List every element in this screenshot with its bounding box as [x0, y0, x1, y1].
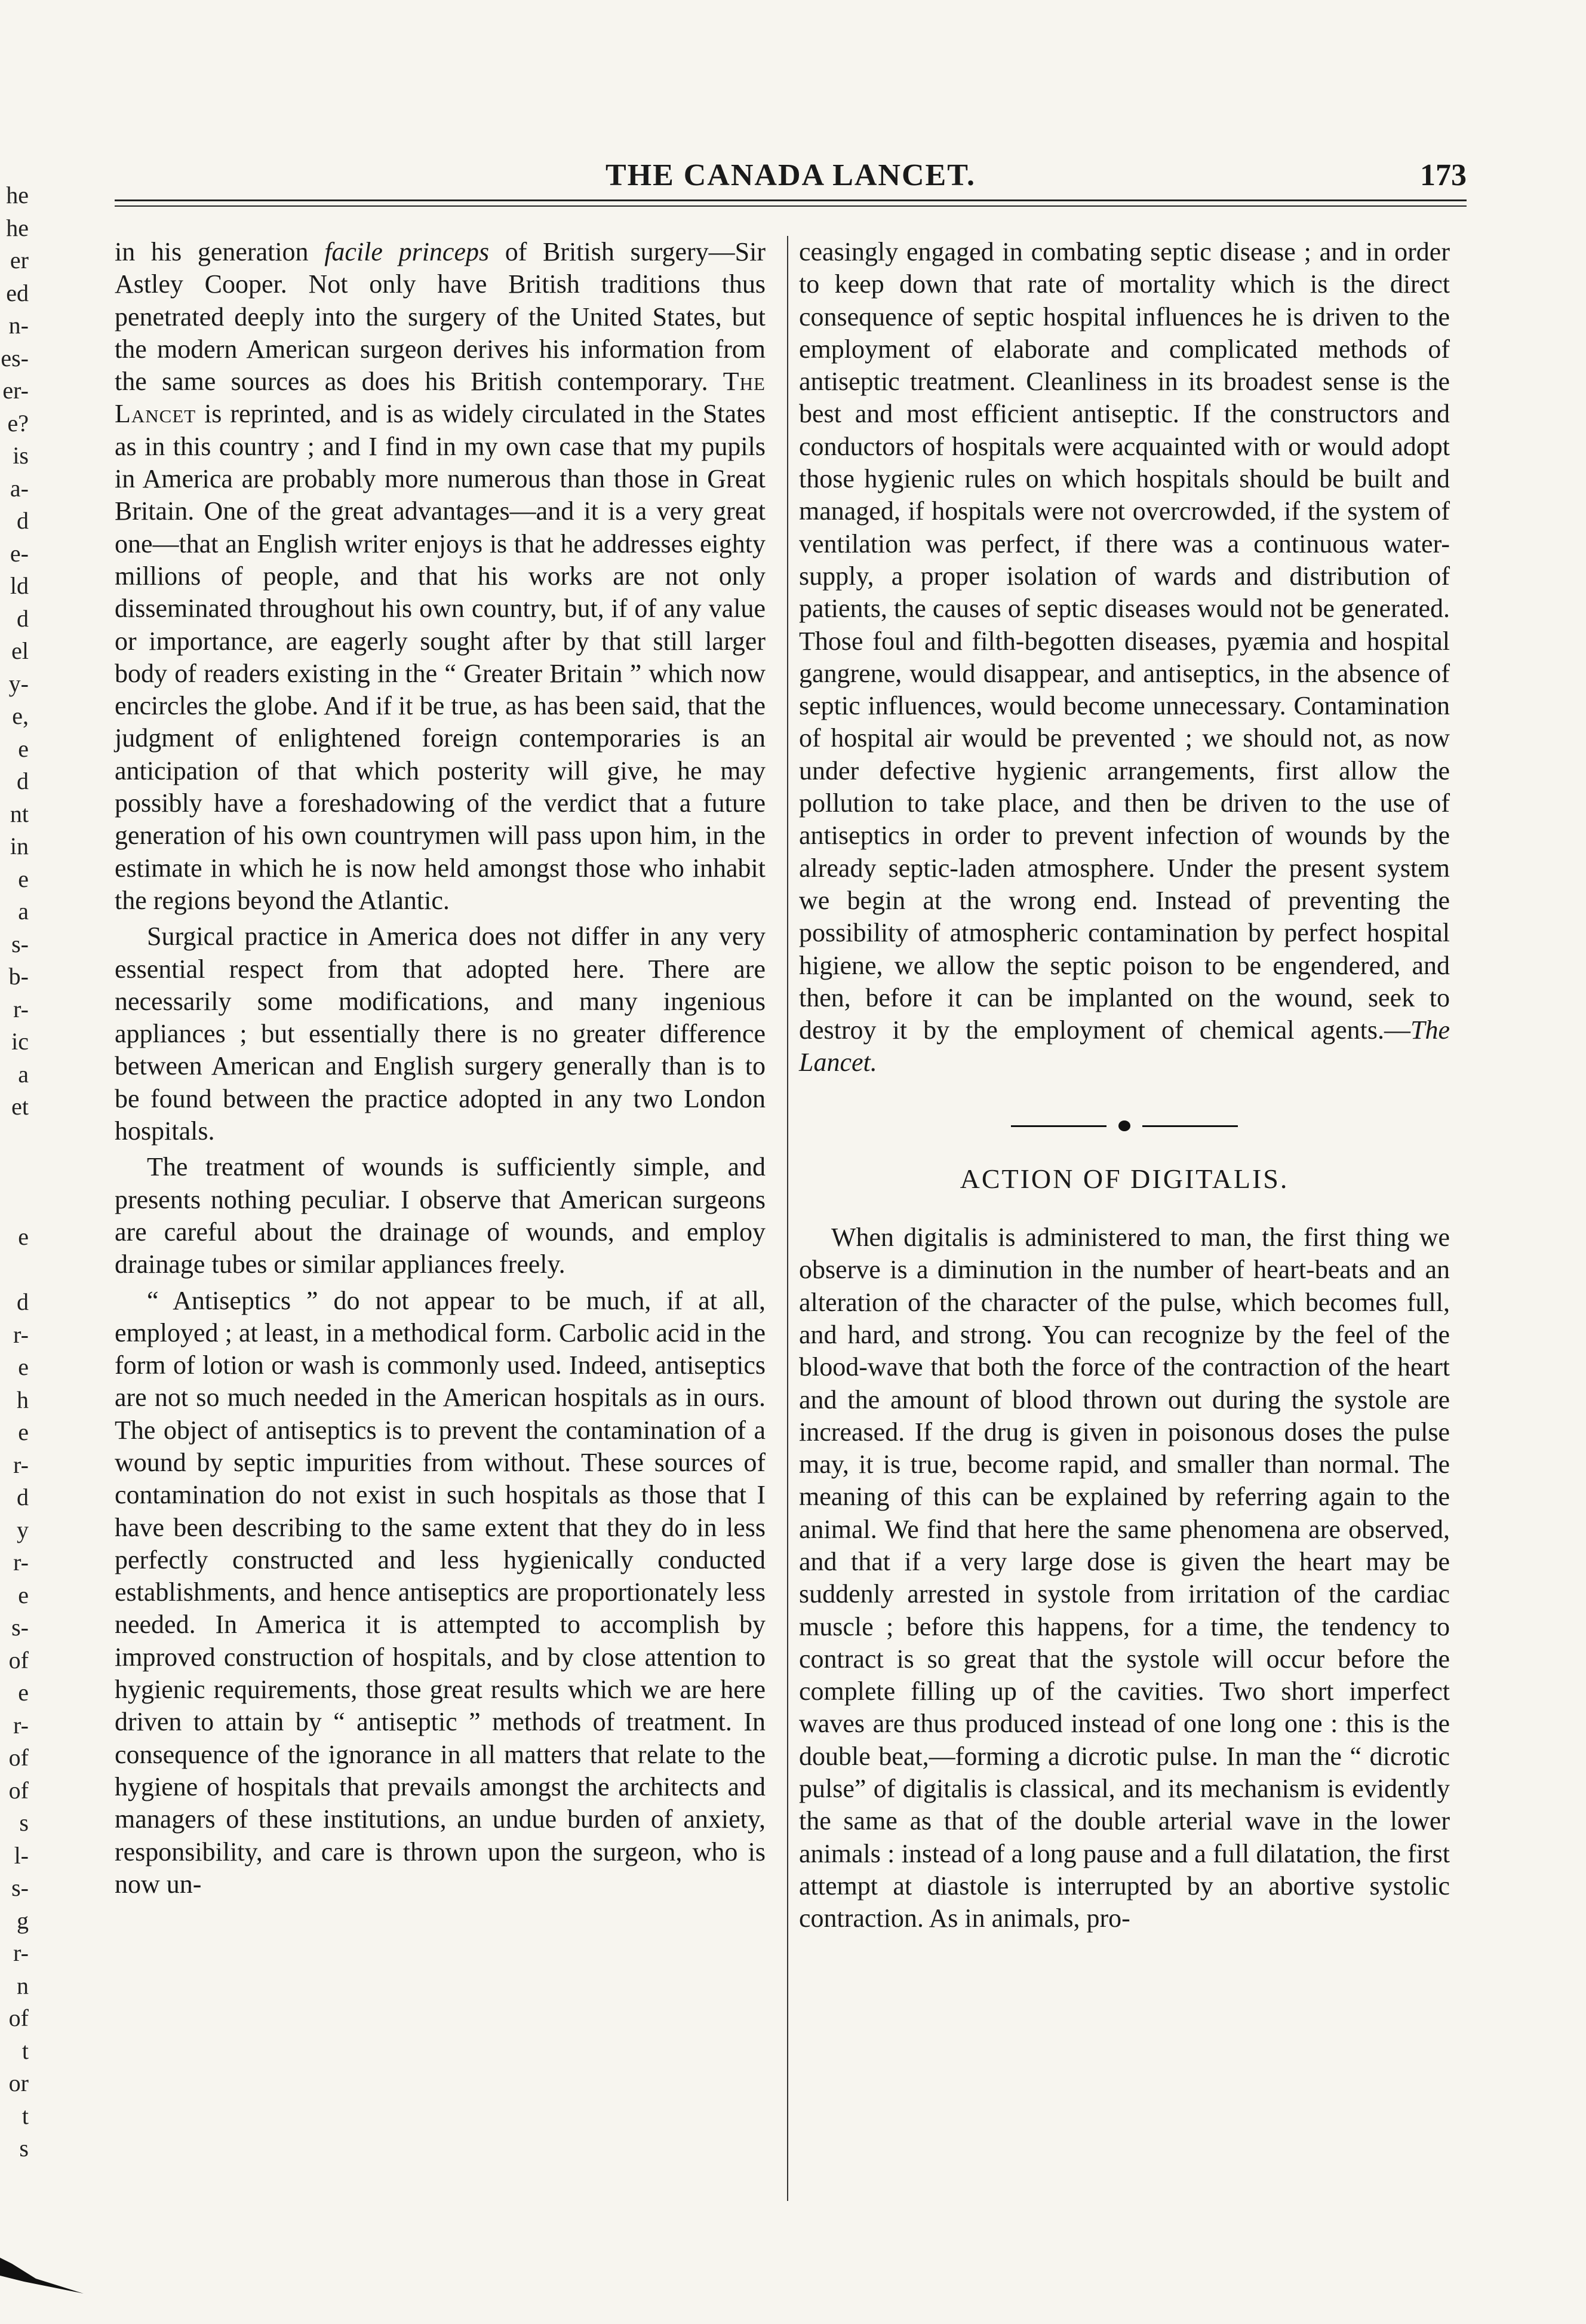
- edge-fragment: s-: [11, 930, 29, 957]
- edge-fragment: y-: [8, 670, 29, 697]
- edge-fragment: b-: [8, 963, 29, 990]
- section-ornament: [1011, 1114, 1238, 1138]
- edge-fragment: d: [17, 767, 29, 794]
- edge-fragment: s: [19, 1809, 29, 1836]
- running-title: THE CANADA LANCET.: [605, 158, 976, 192]
- edge-fragment: in: [10, 833, 29, 859]
- column-divider: [787, 236, 788, 2201]
- edge-fragment: er-: [2, 377, 29, 404]
- page-number: 173: [1420, 158, 1467, 192]
- edge-fragment: t: [21, 2102, 29, 2129]
- edge-fragment: e-: [10, 539, 29, 567]
- edge-fragment: he: [6, 182, 29, 208]
- edge-fragment: d: [17, 604, 29, 632]
- edge-fragment: es-: [1, 344, 29, 372]
- edge-fragment: l-: [14, 1841, 29, 1869]
- edge-fragment: e: [18, 865, 29, 892]
- edge-fragment: he: [6, 214, 29, 241]
- edge-fragment: s-: [11, 1874, 29, 1901]
- edge-fragment: d: [17, 1484, 29, 1511]
- edge-fragment: of: [8, 1744, 29, 1771]
- edge-fragment: of: [8, 2004, 29, 2031]
- edge-fragment: s: [19, 2135, 29, 2162]
- edge-fragment: ic: [11, 1028, 29, 1055]
- edge-fragment: g: [17, 1907, 29, 1934]
- edge-fragment: n: [17, 1972, 29, 1999]
- right-paragraph-1: ceasingly engaged in combating septic disease ; and in order to keep down that rate of mortality which is the direct consequence of septic hospital influences he is driven to the employment of elaborate and complicated methods of antiseptic treatment. Cleanliness in its broadest sense is the best and most efficient antiseptic. If the constructors and conductors of hospitals were acquainted with or would adopt those hygienic rules on which hospitals should be built and managed, if hospitals were not overcrowded, if the system of ventilation was perfect, if there was a continuous water-supply, a proper isolation of wards and distribution of patients, the causes of septic diseases would not be generated. Those foul and filth-begotten diseases, pyæmia and hospital gangrene, would disappear, and antiseptics, in the absence of septic influences, would become unnecessary. Contamination of hospital air would be prevented ; we should not, as now under defective hygienic arrangements, first allow the pollution to take place, and then be driven to the use of antiseptics in order to prevent infection of wounds by the already septic-laden atmosphere. Under the present system we begin at the wrong end. Instead of preventing the possibility of atmospheric contamination by perfect hospital higiene, we allow the septic poison to be engendered, and then, before it can be implanted on the wound, seek to destroy it by the employment of chemical agents.—The Lancet.: [799, 237, 1450, 1077]
- page-header: [115, 141, 1467, 195]
- edge-fragment: r-: [13, 1451, 29, 1478]
- edge-fragment: e,: [12, 702, 29, 729]
- edge-fragment: h: [17, 1386, 29, 1413]
- header-rule-thin: [115, 205, 1467, 207]
- edge-fragment: et: [11, 1093, 29, 1120]
- left-paragraph-2: Surgical practice in America does not differ in any very essential respect from that adopted here. There are necessarily some modifications, and many ingenious appliances ; but essentially there is no greater difference between American and English surgery generally than is to be found between the practice adopted in any two London hospitals.: [115, 922, 766, 1146]
- edge-fragment: n-: [8, 312, 29, 339]
- right-paragraph-2: When digitalis is administered to man, the first thing we observe is a diminution in the number of heart-beats and an alteration of the character of the pulse, which becomes full, and hard, and strong. You can recognize by the feel of the blood-wave that both the force of the contraction of the heart and the amount of blood thrown out during the systole are increased. If the drug is given in poisonous doses the pulse may, it is true, become rapid, and smaller than normal. The meaning of this can be explained by referring again to the animal. We find that here the same phenomena are observed, and that if a very large dose is given the heart may be suddenly arrested in systole from irritation of the cardiac muscle ; before this happens, for a time, the tendency to contract is so great that the systole will occur before the complete filling up of the cavities. Two short imperfect waves are thus produced instead of one long one : this is the double beat,—forming a dicrotic pulse. In man the “ dicrotic pulse” of digitalis is classical, and its mechanism is evidently the same as that of the double arterial wave in the lower animals : instead of a long pause and a full dilatation, the first attempt at diastole is interrupted by an abortive systolic contraction. As in animals, pro-: [799, 1223, 1450, 1933]
- edge-fragment: r-: [13, 1939, 29, 1966]
- edge-fragment: [0, 1254, 29, 1287]
- edge-fragment: d: [17, 507, 29, 534]
- edge-fragment: e: [18, 1353, 29, 1380]
- left-paragraph-3: The treatment of wounds is sufficiently simple, and presents nothing peculiar. I observe that American surgeons are careful about the drainage of wounds, and employ drainage tubes or similar appliances freely.: [115, 1152, 766, 1279]
- corner-mark: [0, 2258, 84, 2300]
- edge-fragment: e: [18, 1581, 29, 1608]
- header-rule: [115, 199, 1467, 201]
- edge-fragment: [0, 1123, 29, 1156]
- edge-fragment: e?: [7, 409, 29, 437]
- edge-fragment: or: [8, 2070, 29, 2096]
- edge-fragment: r-: [13, 1711, 29, 1739]
- edge-fragment: t: [21, 2037, 29, 2064]
- edge-fragment: e: [18, 735, 29, 762]
- edge-fragment: e: [18, 1419, 29, 1445]
- edge-fragment: r-: [13, 1321, 29, 1348]
- edge-fragment: a: [18, 1060, 29, 1088]
- edge-fragment: d: [17, 1288, 29, 1315]
- left-paragraph-4: “ Antiseptics ” do not appear to be much, if at all, employed ; at least, in a methodical form. Carbolic acid in the form of lotion or wash is commonly used. Indeed, antiseptics are not so much needed in the American hospitals as in ours. The object of antiseptics is to prevent the contamination of a wound by septic impurities from without. These sources of contamination do not exist in such hospitals as those that I have been describing to the same extent that they do in less perfectly constructed and less hygienically conducted establishments, and hence antiseptics are proportionately less needed. In America it is attempted to accomplish by improved construction of hospitals, and by close attention to hygienic requirements, those great results which we are here driven to attain by “ antiseptic ” methods of treatment. In consequence of the ignorance in all matters that relate to the hygiene of hospitals that prevails amongst the architects and managers of these institutions, an undue burden of anxiety, responsibility, and care is thrown upon the surgeon, who is now un-: [115, 1285, 766, 1899]
- edge-fragment: er: [10, 247, 29, 274]
- edge-fragment: s-: [11, 1614, 29, 1641]
- edge-fragment: of: [8, 1776, 29, 1804]
- edge-fragment: [0, 1189, 29, 1221]
- edge-fragment: a: [18, 898, 29, 925]
- edge-fragment: y: [17, 1516, 29, 1543]
- edge-fragment: el: [11, 637, 29, 664]
- edge-fragment: of: [8, 1646, 29, 1674]
- edge-fragment: e: [18, 1223, 29, 1250]
- left-column: [115, 236, 766, 1904]
- adjacent-page-fragment: [0, 179, 31, 2228]
- edge-fragment: e: [18, 1679, 29, 1706]
- edge-fragment: [0, 1156, 29, 1189]
- edge-fragment: ed: [6, 279, 29, 306]
- edge-fragment: nt: [10, 800, 29, 827]
- edge-fragment: r-: [13, 1549, 29, 1576]
- left-paragraph-1: in his generation facile princeps of British surgery—Sir Astley Cooper. Not only have British traditions thus penetrated deeply into the surgery of the United States, but the modern American surgeon derives his information from the same sources as does his British contemporary. The Lancet is reprinted, and is as widely circulated in the States as in this country ; and I find in my own case that my pupils in America are probably more numerous than those in Great Britain. One of the great advantages—and it is a very great one—that an English writer enjoys is that he addresses eighty millions of people, and that his works are not only disseminated throughout his own country, but, if of any value or importance, are eagerly sought after by that still larger body of readers existing in the “ Greater Britain ” which now encircles the globe. And if it be true, as has been said, that the judgment of enlightened foreign contemporaries is an anticipation of that which posterity will give, he may possibly have a foreshadowing of the verdict that a future generation of his own countrymen will pass upon him, in the estimate in which he is now held amongst those who inhabit the regions beyond the Atlantic.: [115, 237, 766, 915]
- right-column: [799, 236, 1450, 1939]
- edge-fragment: ld: [10, 572, 29, 599]
- edge-fragment: r-: [13, 995, 29, 1023]
- section-heading: ACTION OF DIGITALIS.: [960, 1163, 1289, 1194]
- edge-fragment: is: [13, 442, 29, 469]
- edge-fragment: a-: [10, 474, 29, 502]
